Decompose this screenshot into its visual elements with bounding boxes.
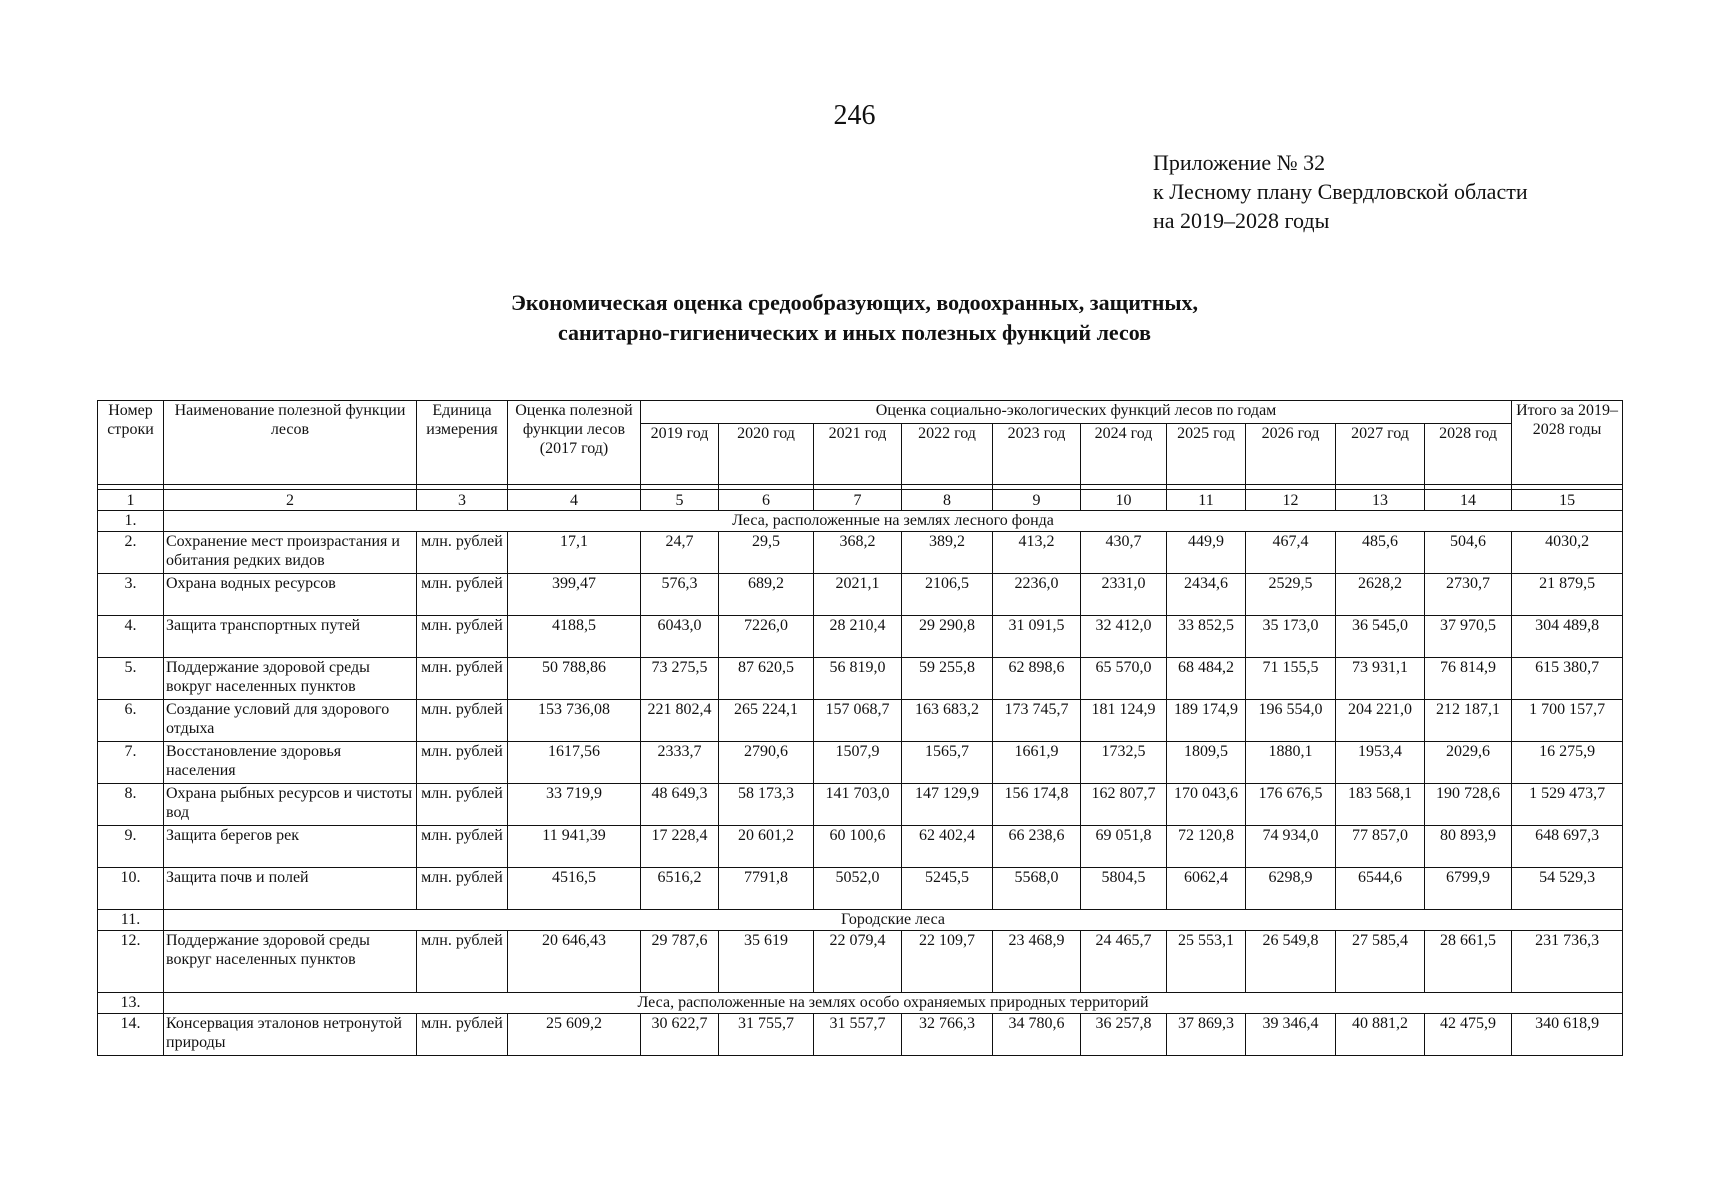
row-number: 10.	[98, 868, 164, 910]
year-value: 5568,0	[993, 868, 1081, 910]
year-value: 2106,5	[902, 574, 993, 616]
row-number: 13.	[98, 993, 164, 1014]
function-name: Консервация эталонов нетронутой природы	[164, 1014, 417, 1056]
year-value: 2021,1	[814, 574, 902, 616]
header-unit: Единица измерения	[417, 401, 508, 485]
year-value: 485,6	[1336, 532, 1425, 574]
header-year: 2028 год	[1425, 424, 1512, 485]
unit-cell: млн. рублей	[417, 616, 508, 658]
year-value: 36 257,8	[1081, 1014, 1167, 1056]
column-number: 11	[1167, 490, 1246, 511]
year-value: 189 174,9	[1167, 700, 1246, 742]
function-name: Защита почв и полей	[164, 868, 417, 910]
appendix-line-2: к Лесному плану Свердловской области	[1153, 179, 1528, 204]
year-value: 74 934,0	[1246, 826, 1336, 868]
year-value: 1507,9	[814, 742, 902, 784]
header-year: 2027 год	[1336, 424, 1425, 485]
year-value: 22 079,4	[814, 931, 902, 993]
year-value: 26 549,8	[1246, 931, 1336, 993]
year-value: 48 649,3	[641, 784, 719, 826]
year-value: 141 703,0	[814, 784, 902, 826]
appendix-note	[1153, 148, 1528, 235]
page-number: 246	[833, 100, 876, 131]
year-value: 27 585,4	[1336, 931, 1425, 993]
year-value: 7226,0	[719, 616, 814, 658]
year-value: 190 728,6	[1425, 784, 1512, 826]
unit-cell: млн. рублей	[417, 868, 508, 910]
unit-cell: млн. рублей	[417, 532, 508, 574]
year-value: 22 109,7	[902, 931, 993, 993]
title-line-1: Экономическая оценка средообразующих, водоохранных, защитных,	[510, 290, 1199, 315]
header-year: 2020 год	[719, 424, 814, 485]
year-value: 2236,0	[993, 574, 1081, 616]
column-number: 9	[993, 490, 1081, 511]
year-value: 80 893,9	[1425, 826, 1512, 868]
header-year: 2026 год	[1246, 424, 1336, 485]
year-value: 181 124,9	[1081, 700, 1167, 742]
year-value: 69 051,8	[1081, 826, 1167, 868]
year-value: 32 412,0	[1081, 616, 1167, 658]
year-value: 467,4	[1246, 532, 1336, 574]
year-value: 72 120,8	[1167, 826, 1246, 868]
unit-cell: млн. рублей	[417, 742, 508, 784]
unit-cell: млн. рублей	[417, 826, 508, 868]
row-number: 3.	[98, 574, 164, 616]
year-value: 29 787,6	[641, 931, 719, 993]
year-value: 265 224,1	[719, 700, 814, 742]
year-value: 2730,7	[1425, 574, 1512, 616]
year-value: 6516,2	[641, 868, 719, 910]
column-number: 1	[98, 490, 164, 511]
table-row	[98, 826, 1623, 868]
year-value: 504,6	[1425, 532, 1512, 574]
header-total: Итого за 2019–2028 годы	[1512, 401, 1623, 485]
function-name: Охрана рыбных ресурсов и чистоты вод	[164, 784, 417, 826]
function-name: Сохранение мест произрастания и обитания редких видов	[164, 532, 417, 574]
row-number: 11.	[98, 910, 164, 931]
year-value: 29,5	[719, 532, 814, 574]
year-value: 6043,0	[641, 616, 719, 658]
year-value: 2333,7	[641, 742, 719, 784]
section-title: Городские леса	[164, 910, 1623, 931]
row-number: 6.	[98, 700, 164, 742]
year-value: 58 173,3	[719, 784, 814, 826]
year-value: 163 683,2	[902, 700, 993, 742]
year-value: 31 091,5	[993, 616, 1081, 658]
function-name: Охрана водных ресурсов	[164, 574, 417, 616]
unit-cell: млн. рублей	[417, 1014, 508, 1056]
year-value: 73 275,5	[641, 658, 719, 700]
table-row	[98, 1014, 1623, 1056]
year-value: 62 898,6	[993, 658, 1081, 700]
year-value: 2628,2	[1336, 574, 1425, 616]
year-value: 183 568,1	[1336, 784, 1425, 826]
year-value: 162 807,7	[1081, 784, 1167, 826]
year-value: 71 155,5	[1246, 658, 1336, 700]
document-title	[0, 288, 1709, 348]
total-value: 54 529,3	[1512, 868, 1623, 910]
year-value: 6544,6	[1336, 868, 1425, 910]
base-valuation: 399,47	[508, 574, 641, 616]
function-name: Восстановление здоровья населения	[164, 742, 417, 784]
year-value: 87 620,5	[719, 658, 814, 700]
year-value: 196 554,0	[1246, 700, 1336, 742]
year-value: 20 601,2	[719, 826, 814, 868]
year-value: 31 755,7	[719, 1014, 814, 1056]
row-number: 2.	[98, 532, 164, 574]
function-name: Поддержание здоровой среды вокруг населенных пунктов	[164, 931, 417, 993]
year-value: 56 819,0	[814, 658, 902, 700]
total-value: 231 736,3	[1512, 931, 1623, 993]
unit-cell: млн. рублей	[417, 784, 508, 826]
year-value: 73 931,1	[1336, 658, 1425, 700]
total-value: 1 529 473,7	[1512, 784, 1623, 826]
year-value: 24 465,7	[1081, 931, 1167, 993]
year-value: 430,7	[1081, 532, 1167, 574]
appendix-line-3: на 2019–2028 годы	[1153, 208, 1330, 233]
year-value: 35 173,0	[1246, 616, 1336, 658]
year-value: 1661,9	[993, 742, 1081, 784]
year-value: 2029,6	[1425, 742, 1512, 784]
year-value: 42 475,9	[1425, 1014, 1512, 1056]
row-number: 14.	[98, 1014, 164, 1056]
year-value: 2790,6	[719, 742, 814, 784]
year-value: 1732,5	[1081, 742, 1167, 784]
year-value: 25 553,1	[1167, 931, 1246, 993]
year-value: 7791,8	[719, 868, 814, 910]
valuation-table	[97, 400, 1623, 1056]
year-value: 59 255,8	[902, 658, 993, 700]
title-line-2: санитарно-гигиенических и иных полезных функций лесов	[557, 320, 1152, 345]
year-value: 389,2	[902, 532, 993, 574]
base-valuation: 17,1	[508, 532, 641, 574]
column-number: 8	[902, 490, 993, 511]
row-number: 4.	[98, 616, 164, 658]
year-value: 35 619	[719, 931, 814, 993]
year-value: 39 346,4	[1246, 1014, 1336, 1056]
year-value: 5052,0	[814, 868, 902, 910]
header-year: 2019 год	[641, 424, 719, 485]
year-value: 66 238,6	[993, 826, 1081, 868]
row-number: 1.	[98, 511, 164, 532]
year-value: 60 100,6	[814, 826, 902, 868]
section-row	[98, 993, 1623, 1014]
unit-cell: млн. рублей	[417, 574, 508, 616]
total-value: 304 489,8	[1512, 616, 1623, 658]
row-number: 8.	[98, 784, 164, 826]
column-number: 4	[508, 490, 641, 511]
year-value: 1809,5	[1167, 742, 1246, 784]
base-valuation: 33 719,9	[508, 784, 641, 826]
header-valuation: Оценка полезной функции лесов (2017 год)	[508, 401, 641, 485]
section-row	[98, 910, 1623, 931]
year-value: 156 174,8	[993, 784, 1081, 826]
table-row	[98, 742, 1623, 784]
total-value: 1 700 157,7	[1512, 700, 1623, 742]
header-year: 2023 год	[993, 424, 1081, 485]
year-value: 576,3	[641, 574, 719, 616]
year-value: 413,2	[993, 532, 1081, 574]
base-valuation: 1617,56	[508, 742, 641, 784]
year-value: 65 570,0	[1081, 658, 1167, 700]
table-row	[98, 574, 1623, 616]
table-row	[98, 931, 1623, 993]
unit-cell: млн. рублей	[417, 700, 508, 742]
total-value: 16 275,9	[1512, 742, 1623, 784]
total-value: 4030,2	[1512, 532, 1623, 574]
year-value: 29 290,8	[902, 616, 993, 658]
year-value: 204 221,0	[1336, 700, 1425, 742]
column-number: 13	[1336, 490, 1425, 511]
year-value: 176 676,5	[1246, 784, 1336, 826]
year-value: 28 661,5	[1425, 931, 1512, 993]
year-value: 5245,5	[902, 868, 993, 910]
column-number: 12	[1246, 490, 1336, 511]
year-value: 33 852,5	[1167, 616, 1246, 658]
row-number: 12.	[98, 931, 164, 993]
unit-cell: млн. рублей	[417, 931, 508, 993]
column-number: 2	[164, 490, 417, 511]
year-value: 170 043,6	[1167, 784, 1246, 826]
section-row	[98, 511, 1623, 532]
year-value: 34 780,6	[993, 1014, 1081, 1056]
header-by-years: Оценка социально-экологических функций лесов по годам	[641, 401, 1512, 424]
appendix-line-1: Приложение № 32	[1153, 150, 1326, 175]
header-row-number: Номер строки	[98, 401, 164, 485]
year-value: 62 402,4	[902, 826, 993, 868]
row-number: 9.	[98, 826, 164, 868]
year-value: 37 869,3	[1167, 1014, 1246, 1056]
row-number: 7.	[98, 742, 164, 784]
unit-cell: млн. рублей	[417, 658, 508, 700]
base-valuation: 11 941,39	[508, 826, 641, 868]
total-value: 340 618,9	[1512, 1014, 1623, 1056]
table-row	[98, 784, 1623, 826]
column-number: 3	[417, 490, 508, 511]
year-value: 6062,4	[1167, 868, 1246, 910]
year-value: 68 484,2	[1167, 658, 1246, 700]
function-name: Защита транспортных путей	[164, 616, 417, 658]
section-title: Леса, расположенные на землях особо охраняемых природных территорий	[164, 993, 1623, 1014]
column-number: 14	[1425, 490, 1512, 511]
year-value: 1953,4	[1336, 742, 1425, 784]
header-year: 2021 год	[814, 424, 902, 485]
column-number: 5	[641, 490, 719, 511]
year-value: 31 557,7	[814, 1014, 902, 1056]
year-value: 5804,5	[1081, 868, 1167, 910]
year-value: 6298,9	[1246, 868, 1336, 910]
column-number: 10	[1081, 490, 1167, 511]
column-number: 15	[1512, 490, 1623, 511]
base-valuation: 4516,5	[508, 868, 641, 910]
year-value: 36 545,0	[1336, 616, 1425, 658]
table-row	[98, 658, 1623, 700]
base-valuation: 4188,5	[508, 616, 641, 658]
total-value: 615 380,7	[1512, 658, 1623, 700]
year-value: 1880,1	[1246, 742, 1336, 784]
column-number: 7	[814, 490, 902, 511]
year-value: 28 210,4	[814, 616, 902, 658]
year-value: 2529,5	[1246, 574, 1336, 616]
table-row	[98, 532, 1623, 574]
year-value: 32 766,3	[902, 1014, 993, 1056]
year-value: 1565,7	[902, 742, 993, 784]
year-value: 221 802,4	[641, 700, 719, 742]
base-valuation: 153 736,08	[508, 700, 641, 742]
year-value: 368,2	[814, 532, 902, 574]
year-value: 212 187,1	[1425, 700, 1512, 742]
year-value: 6799,9	[1425, 868, 1512, 910]
year-value: 37 970,5	[1425, 616, 1512, 658]
table-row	[98, 700, 1623, 742]
year-value: 157 068,7	[814, 700, 902, 742]
table-row	[98, 868, 1623, 910]
function-name: Поддержание здоровой среды вокруг населенных пунктов	[164, 658, 417, 700]
function-name: Защита берегов рек	[164, 826, 417, 868]
header-year: 2024 год	[1081, 424, 1167, 485]
year-value: 147 129,9	[902, 784, 993, 826]
header-year: 2022 год	[902, 424, 993, 485]
year-value: 2331,0	[1081, 574, 1167, 616]
year-value: 30 622,7	[641, 1014, 719, 1056]
year-value: 77 857,0	[1336, 826, 1425, 868]
year-value: 24,7	[641, 532, 719, 574]
header-function-name: Наименование полезной функции лесов	[164, 401, 417, 485]
year-value: 40 881,2	[1336, 1014, 1425, 1056]
year-value: 449,9	[1167, 532, 1246, 574]
year-value: 17 228,4	[641, 826, 719, 868]
column-number: 6	[719, 490, 814, 511]
base-valuation: 20 646,43	[508, 931, 641, 993]
table-row	[98, 616, 1623, 658]
function-name: Создание условий для здорового отдыха	[164, 700, 417, 742]
year-value: 2434,6	[1167, 574, 1246, 616]
year-value: 23 468,9	[993, 931, 1081, 993]
base-valuation: 25 609,2	[508, 1014, 641, 1056]
year-value: 689,2	[719, 574, 814, 616]
year-value: 76 814,9	[1425, 658, 1512, 700]
total-value: 21 879,5	[1512, 574, 1623, 616]
header-year: 2025 год	[1167, 424, 1246, 485]
total-value: 648 697,3	[1512, 826, 1623, 868]
base-valuation: 50 788,86	[508, 658, 641, 700]
year-value: 173 745,7	[993, 700, 1081, 742]
row-number: 5.	[98, 658, 164, 700]
section-title: Леса, расположенные на землях лесного фонда	[164, 511, 1623, 532]
